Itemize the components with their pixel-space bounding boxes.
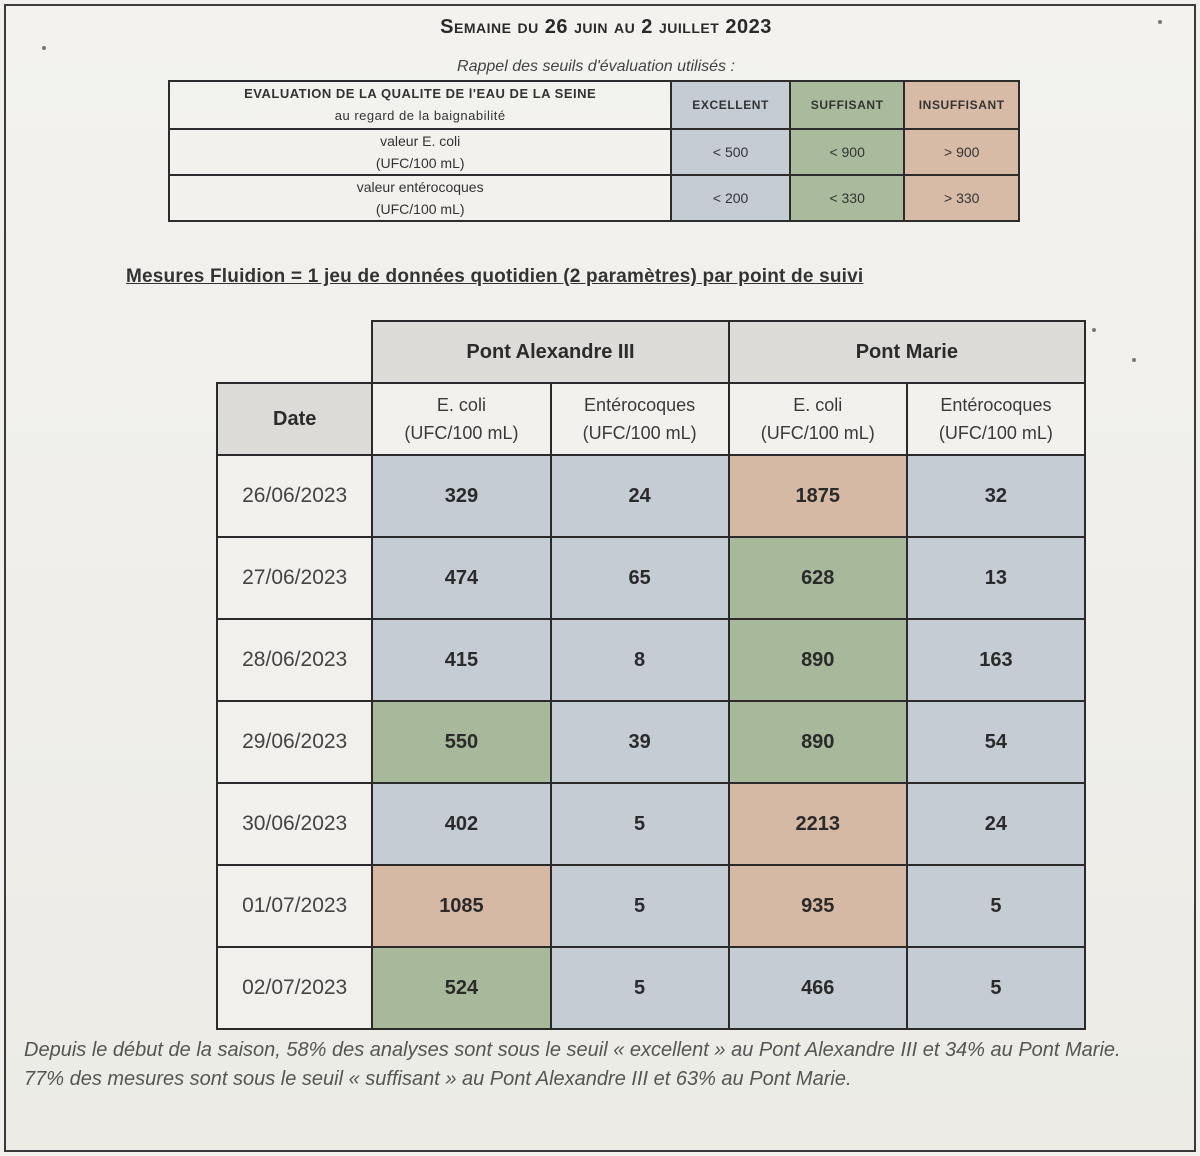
- threshold-param: valeur entérocoques: [356, 179, 484, 195]
- column-unit: (UFC/100 mL): [582, 423, 697, 443]
- value-cell: 329: [372, 455, 550, 537]
- document-page: [4, 4, 1196, 1152]
- threshold-label: [169, 175, 671, 221]
- value-cell: 5: [551, 865, 729, 947]
- thresholds-header-line1: EVALUATION DE LA QUALITE DE l'EAU DE LA SEINE: [244, 86, 597, 101]
- threshold-excellent: < 200: [671, 175, 790, 221]
- table-row: [217, 947, 1085, 1029]
- page-title: Semaine du 26 juin au 2 juillet 2023: [440, 16, 772, 38]
- value-cell: 5: [551, 947, 729, 1029]
- level-excellent-header: EXCELLENT: [671, 81, 790, 129]
- table-row: [217, 455, 1085, 537]
- value-cell: 1085: [372, 865, 550, 947]
- value-cell: 524: [372, 947, 550, 1029]
- threshold-row-ecoli: [169, 129, 1019, 175]
- value-cell: 415: [372, 619, 550, 701]
- thresholds-table: [168, 80, 1020, 222]
- value-cell: 935: [729, 865, 907, 947]
- table-row: [217, 701, 1085, 783]
- threshold-row-enterocoques: [169, 175, 1019, 221]
- threshold-excellent: < 500: [671, 129, 790, 175]
- value-cell: 24: [907, 783, 1085, 865]
- paper-speck: [42, 46, 46, 50]
- threshold-suffisant: < 900: [790, 129, 905, 175]
- value-cell: 163: [907, 619, 1085, 701]
- column-name: Entérocoques: [940, 395, 1052, 415]
- value-cell: 32: [907, 455, 1085, 537]
- thresholds-header-row: [169, 81, 1019, 129]
- value-cell: 39: [551, 701, 729, 783]
- value-cell: 8: [551, 619, 729, 701]
- value-cell: 402: [372, 783, 550, 865]
- value-cell: 890: [729, 701, 907, 783]
- value-cell: 466: [729, 947, 907, 1029]
- column-name: E. coli: [793, 395, 843, 415]
- value-cell: 24: [551, 455, 729, 537]
- value-cell: 890: [729, 619, 907, 701]
- date-cell: 01/07/2023: [217, 865, 372, 947]
- date-cell: 30/06/2023: [217, 783, 372, 865]
- threshold-unit: (UFC/100 mL): [375, 201, 465, 217]
- value-cell: 54: [907, 701, 1085, 783]
- threshold-param: valeur E. coli: [380, 133, 461, 149]
- threshold-insuffisant: > 900: [904, 129, 1019, 175]
- value-cell: 628: [729, 537, 907, 619]
- measures-table-wrapper: [216, 320, 1086, 1030]
- column-unit: (UFC/100 mL): [404, 423, 519, 443]
- paper-speck: [1092, 328, 1096, 332]
- column-header: [907, 383, 1085, 455]
- paper-speck: [1158, 20, 1162, 24]
- column-name: E. coli: [436, 395, 486, 415]
- blank-corner: [217, 321, 372, 383]
- site-pont-alexandre-iii: Pont Alexandre III: [372, 321, 728, 383]
- column-header: [372, 383, 550, 455]
- table-row: [217, 619, 1085, 701]
- column-header: [551, 383, 729, 455]
- date-cell: 26/06/2023: [217, 455, 372, 537]
- column-unit: (UFC/100 mL): [760, 423, 875, 443]
- date-cell: 29/06/2023: [217, 701, 372, 783]
- season-summary-note: Depuis le début de la saison, 58% des analyses sont sous le seuil « excellent » au Pont Alexandre III et 34% au Pont Marie. 77% des mesures sont sous le seuil « suffisant » au Pont Alexandre III et 63% au Pont Marie.: [24, 1039, 1121, 1090]
- measures-table: [216, 320, 1086, 1030]
- value-cell: 474: [372, 537, 550, 619]
- value-cell: 5: [551, 783, 729, 865]
- date-column-header: Date: [217, 383, 372, 455]
- thresholds-header-line2: au regard de la baignabilité: [334, 108, 506, 123]
- table-row: [217, 783, 1085, 865]
- value-cell: 1875: [729, 455, 907, 537]
- paper-speck: [1132, 358, 1136, 362]
- date-cell: 27/06/2023: [217, 537, 372, 619]
- threshold-insuffisant: > 330: [904, 175, 1019, 221]
- date-cell: 02/07/2023: [217, 947, 372, 1029]
- value-cell: 550: [372, 701, 550, 783]
- threshold-label: [169, 129, 671, 175]
- threshold-suffisant: < 330: [790, 175, 905, 221]
- sites-row: [217, 321, 1085, 383]
- level-suffisant-header: SUFFISANT: [790, 81, 905, 129]
- value-cell: 5: [907, 865, 1085, 947]
- table-row: [217, 865, 1085, 947]
- column-name: Entérocoques: [584, 395, 696, 415]
- columns-row: [217, 383, 1085, 455]
- column-unit: (UFC/100 mL): [938, 423, 1053, 443]
- thresholds-subtitle: Rappel des seuils d'évaluation utilisés :: [457, 58, 735, 75]
- level-insuffisant-header: INSUFFISANT: [904, 81, 1019, 129]
- date-cell: 28/06/2023: [217, 619, 372, 701]
- column-header: [729, 383, 907, 455]
- value-cell: 2213: [729, 783, 907, 865]
- value-cell: 13: [907, 537, 1085, 619]
- value-cell: 5: [907, 947, 1085, 1029]
- value-cell: 65: [551, 537, 729, 619]
- measures-section-title: Mesures Fluidion = 1 jeu de données quotidien (2 paramètres) par point de suivi: [126, 266, 864, 287]
- site-pont-marie: Pont Marie: [729, 321, 1085, 383]
- table-row: [217, 537, 1085, 619]
- thresholds-header-label: [169, 81, 671, 129]
- threshold-unit: (UFC/100 mL): [375, 155, 465, 171]
